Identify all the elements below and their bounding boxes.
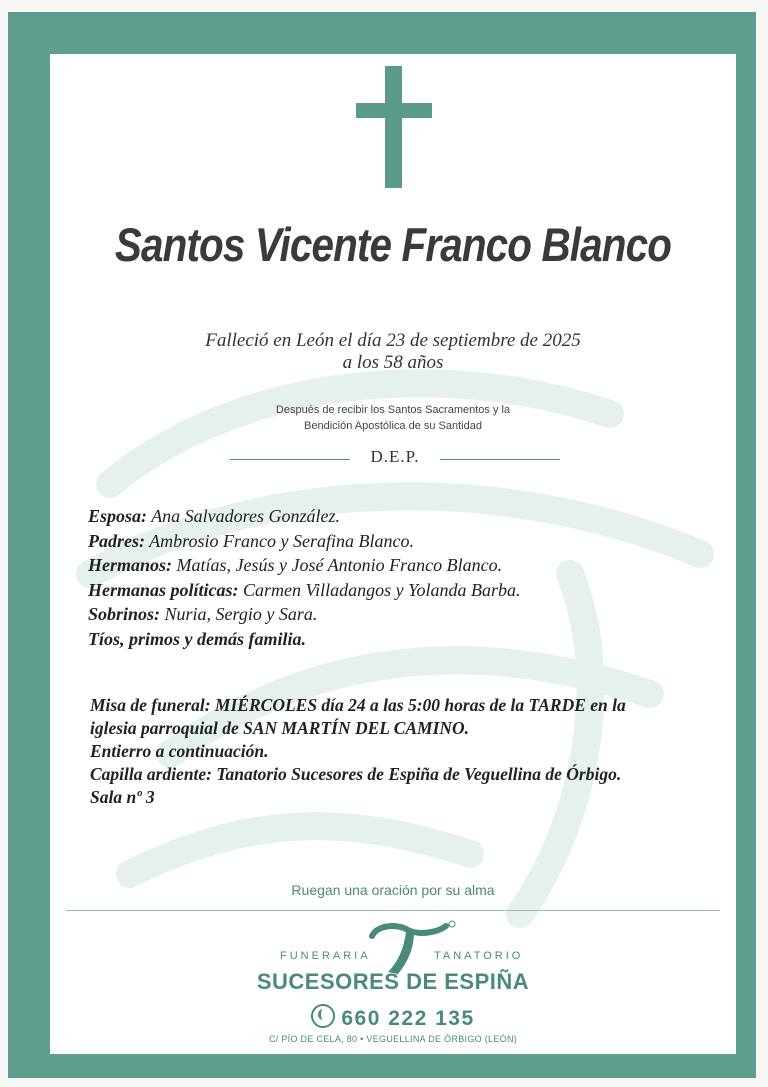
sacraments-note bbox=[50, 402, 736, 434]
funeral-home-logo-icon bbox=[368, 918, 458, 976]
funeral-line: Entierro a continuación. bbox=[90, 741, 269, 761]
family-label: Padres: bbox=[88, 530, 145, 551]
company-address: C/ PÍO DE CELA, 80 • VEGUELLINA DE ÓRBIGO (LEÓN) bbox=[268, 1034, 518, 1044]
tanatorio-label: TANATORIO bbox=[434, 950, 524, 962]
dep-divider bbox=[230, 447, 560, 469]
deceased-name: Santos Vicente Franco Blanco bbox=[114, 218, 672, 271]
sacraments-line-1: Después de recibir los Santos Sacramentos y la bbox=[275, 404, 511, 416]
funeral-details bbox=[90, 694, 720, 809]
family-row-nephews bbox=[88, 602, 708, 627]
prayer-request: Ruegan una oración por su alma bbox=[291, 882, 495, 898]
family-row-sisters-in-law bbox=[88, 578, 708, 603]
cross-icon bbox=[356, 66, 432, 188]
sacraments-line-2: Bendición Apostólica de su Santidad bbox=[304, 420, 482, 432]
family-row-siblings bbox=[88, 553, 708, 578]
footer-separator bbox=[66, 910, 720, 911]
green-border-frame bbox=[8, 12, 756, 1078]
family-value: Ambrosio Franco y Serafina Blanco. bbox=[145, 530, 414, 551]
family-value: Carmen Villadangos y Yolanda Barba. bbox=[238, 579, 521, 600]
company-name: SUCESORES DE ESPIÑA bbox=[256, 969, 530, 994]
family-value: Nuria, Sergio y Sara. bbox=[160, 604, 318, 624]
obituary-card bbox=[50, 54, 736, 1054]
family-label: Hermanas políticas: bbox=[88, 579, 239, 600]
funeral-line: Sala nº 3 bbox=[90, 787, 155, 807]
phone-icon bbox=[311, 1004, 335, 1028]
dep-text: D.E.P. bbox=[370, 447, 420, 466]
family-label: Esposa: bbox=[88, 506, 148, 526]
death-info bbox=[50, 330, 736, 374]
family-value: Ana Salvadores González. bbox=[147, 506, 341, 526]
phone-value: 660 222 135 bbox=[341, 1007, 475, 1030]
family-value: Matías, Jesús y José Antonio Franco Blanco. bbox=[172, 555, 503, 575]
family-row-spouse bbox=[88, 504, 708, 529]
divider-line-right bbox=[440, 459, 560, 460]
death-date-line: Falleció en León el día 23 de septiembre de 2025 bbox=[205, 330, 581, 351]
family-label: Hermanos: bbox=[88, 555, 173, 575]
family-label: Sobrinos: bbox=[88, 604, 161, 624]
family-label: Tíos, primos y demás familia. bbox=[88, 628, 306, 649]
funeraria-label: FUNERARIA bbox=[280, 950, 371, 962]
funeral-line: iglesia parroquial de SAN MARTÍN DEL CAMINO. bbox=[90, 718, 470, 738]
funeral-line: Capilla ardiente: Tanatorio Sucesores de Espiña de Veguellina de Órbigo. bbox=[90, 764, 622, 784]
family-row-relatives bbox=[88, 627, 708, 652]
age-line: a los 58 años bbox=[342, 352, 444, 373]
phone-number bbox=[50, 1004, 736, 1031]
family-list bbox=[88, 504, 708, 651]
family-row-parents bbox=[88, 529, 708, 554]
funeral-line: Misa de funeral: MIÉRCOLES día 24 a las 5:00 horas de la TARDE en la bbox=[90, 695, 626, 715]
